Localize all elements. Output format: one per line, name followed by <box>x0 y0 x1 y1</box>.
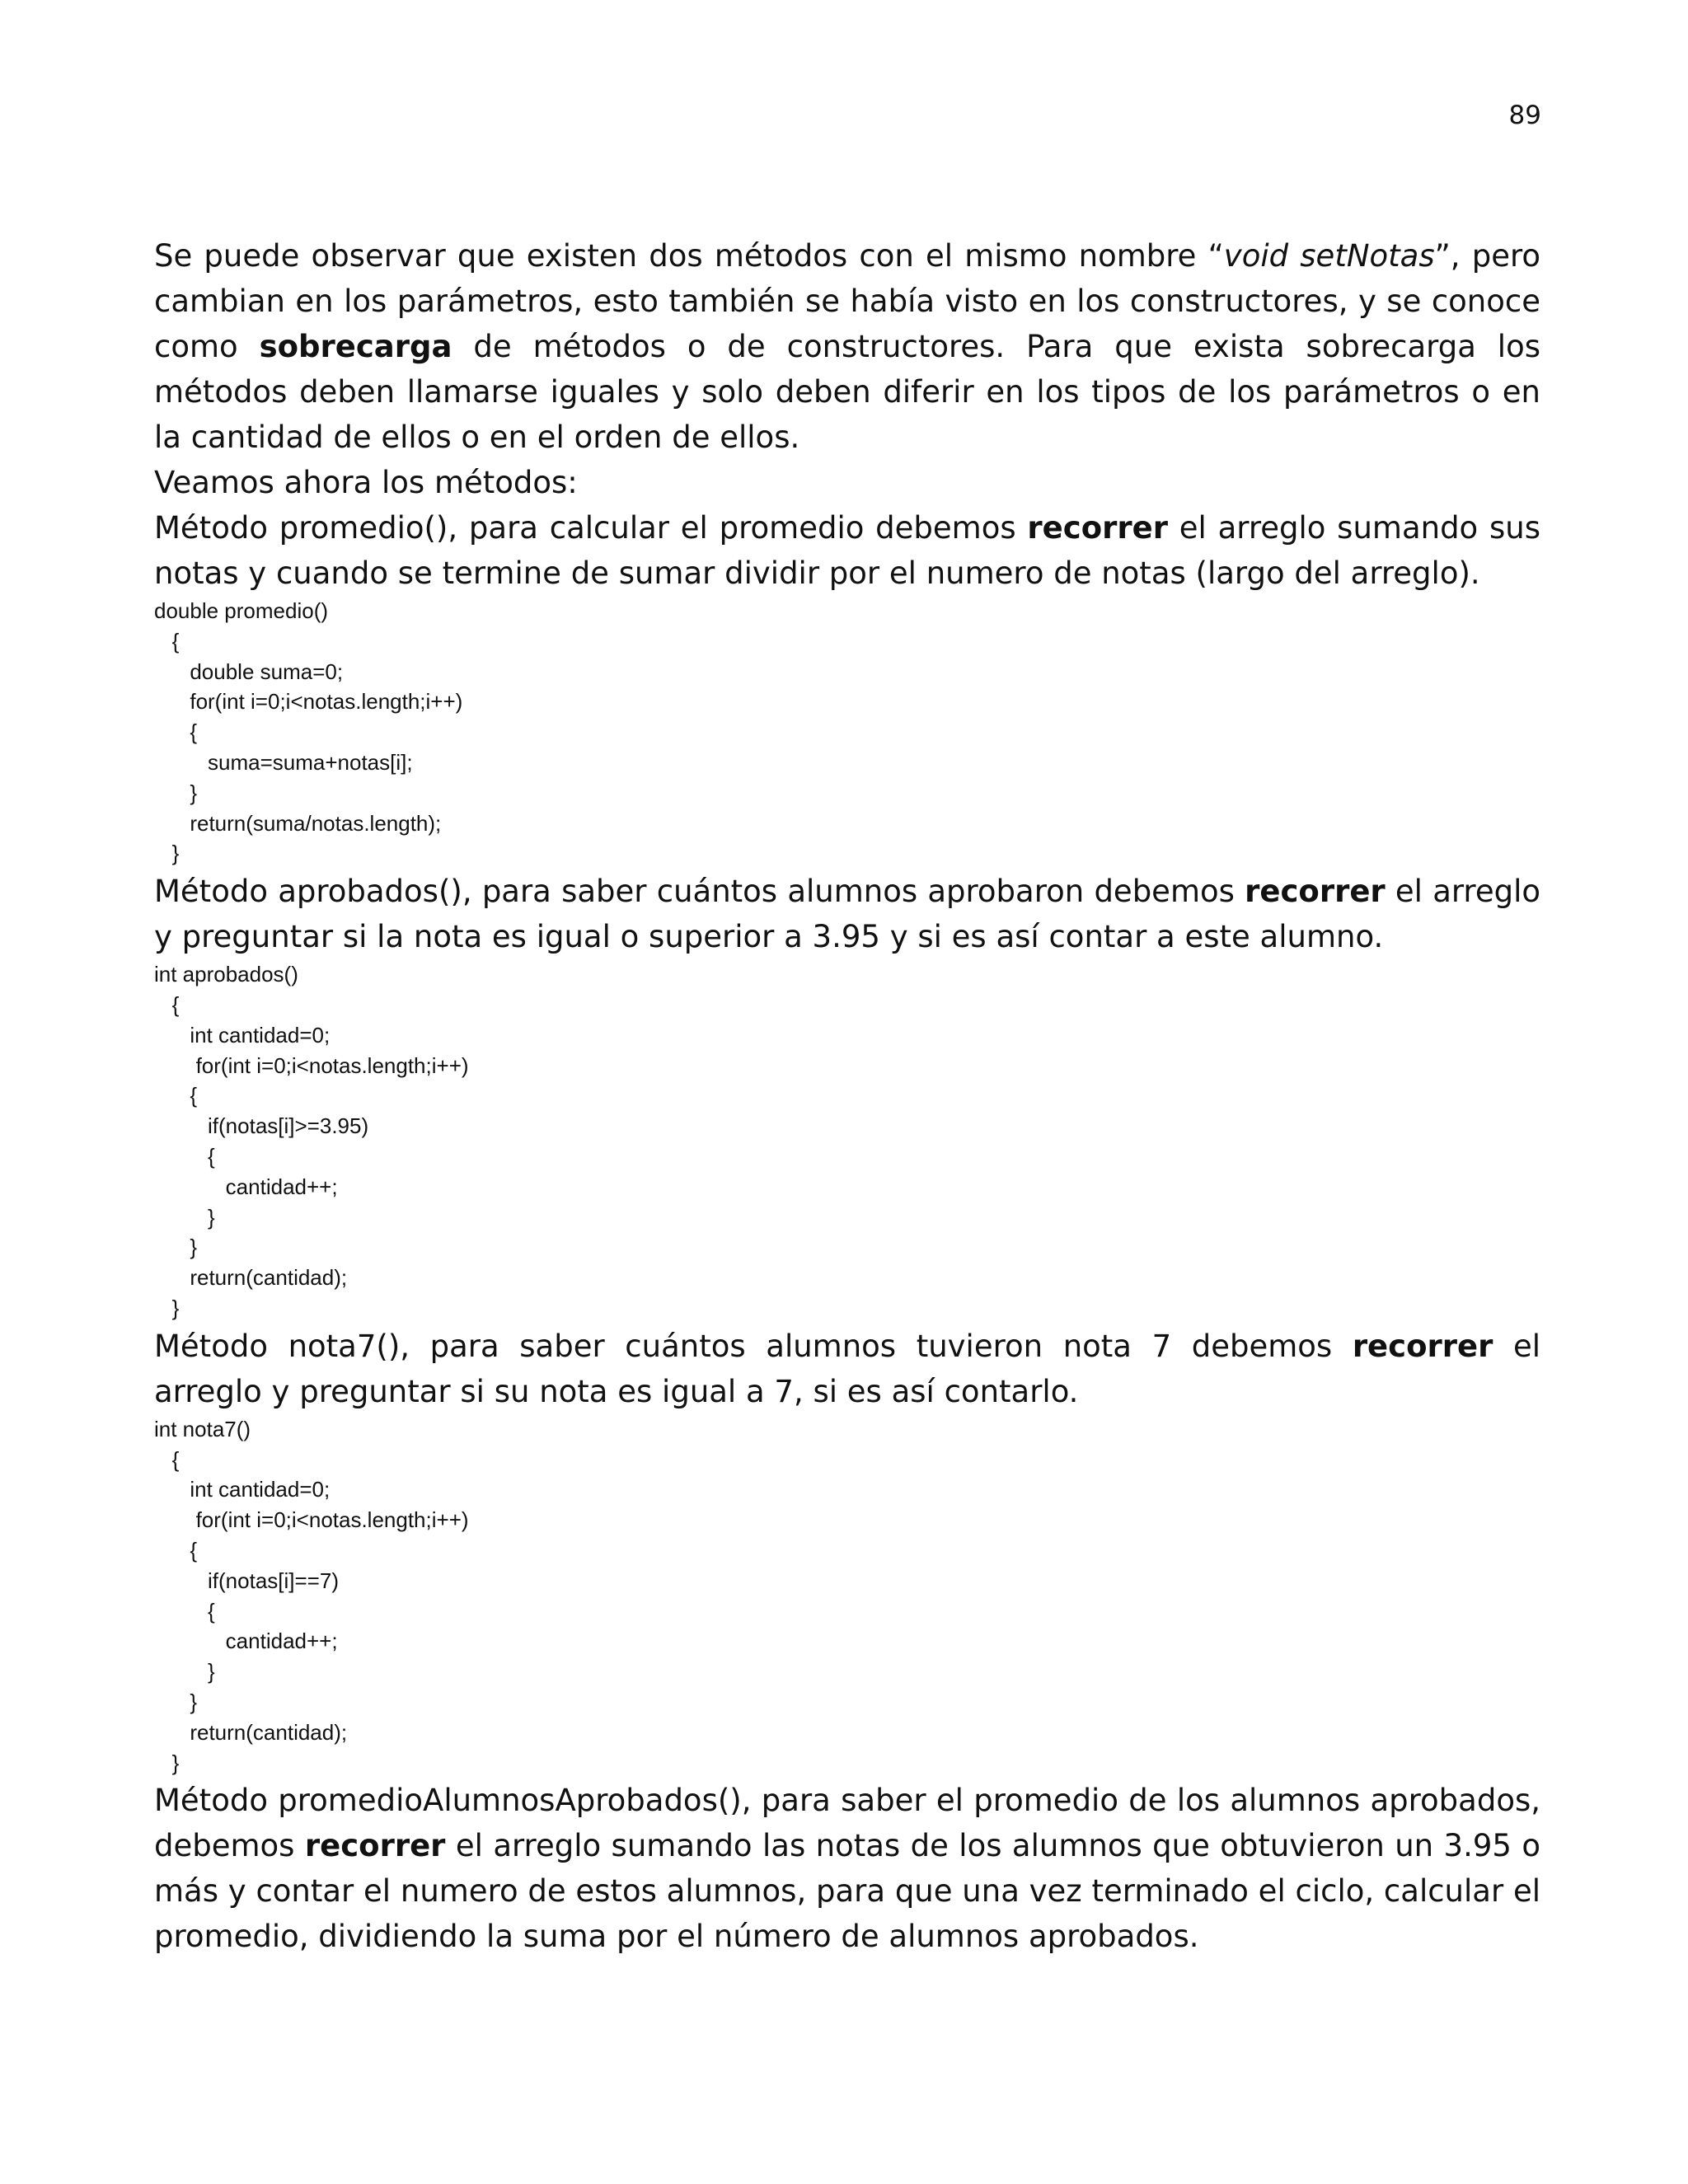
paragraph-promedio <box>154 505 1540 596</box>
bold-term-recorrer: recorrer <box>1352 1328 1493 1364</box>
text-run: Método promedioAlumnosAprobados(), para saber el promedio de los alumnos aprobados, debemos <box>154 1783 1540 1864</box>
code-line: cantidad++; <box>154 1629 338 1654</box>
paragraph-intro-methods: Veamos ahora los métodos: <box>154 465 578 500</box>
code-line: if(notas[i]>=3.95) <box>154 1113 369 1139</box>
code-line: int nota7() <box>154 1416 251 1441</box>
text-run: el arreglo y preguntar si la nota es igual o superior a 3.95 y si es así contar a este alumno. <box>154 874 1540 955</box>
bold-term-sobrecarga: sobrecarga <box>259 329 452 364</box>
code-line: for(int i=0;i<notas.length;i++) <box>154 689 463 715</box>
code-line: return(cantidad); <box>154 1265 348 1291</box>
page-content <box>154 233 1540 1959</box>
code-line: } <box>154 1750 180 1775</box>
bold-term-recorrer: recorrer <box>1027 510 1168 546</box>
paragraph-promedio-aprobados <box>154 1778 1540 1959</box>
code-line: int aprobados() <box>154 962 298 987</box>
code-line: { <box>154 1083 198 1108</box>
code-line: for(int i=0;i<notas.length;i++) <box>154 1052 469 1078</box>
code-line: } <box>154 1689 198 1714</box>
code-line: { <box>154 1446 180 1472</box>
code-line: if(notas[i]==7) <box>154 1568 339 1593</box>
code-line: } <box>154 1295 180 1320</box>
text-run: el arreglo y preguntar si su nota es igual a 7, si es así contarlo. <box>154 1328 1541 1409</box>
text-run: el arreglo sumando las notas de los alumnos que obtuvieron un 3.95 o más y contar el numero de estos alumnos, para que una vez terminado el ciclo, calcular el promedio, dividiendo la suma por el número de alumnos aprobados. <box>154 1828 1540 1955</box>
text-run: de métodos o de constructores. Para que exista sobrecarga los métodos deben llamarse iguales y solo deben diferir en los tipos de los parámetros o en la cantidad de ellos o en el orden de ellos. <box>154 329 1540 455</box>
code-line: return(cantidad); <box>154 1719 348 1745</box>
paragraph-overload-explanation <box>154 233 1540 460</box>
code-line: } <box>154 1204 215 1230</box>
code-block-aprobados <box>154 959 1540 1324</box>
code-line: { <box>154 1537 198 1563</box>
code-block-nota7 <box>154 1414 1540 1779</box>
code-line: } <box>154 1659 215 1685</box>
code-line: { <box>154 991 180 1017</box>
bold-term-recorrer: recorrer <box>304 1828 446 1864</box>
code-block-promedio <box>154 596 1540 869</box>
code-line: suma=suma+notas[i]; <box>154 749 413 775</box>
code-line: return(suma/notas.length); <box>154 810 442 836</box>
paragraph-nota7 <box>154 1324 1540 1414</box>
code-line: int cantidad=0; <box>154 1022 331 1047</box>
code-line: { <box>154 1598 215 1624</box>
text-run: Método aprobados(), para saber cuántos alumnos aprobaron debemos <box>154 874 1245 910</box>
code-line: int cantidad=0; <box>154 1477 331 1502</box>
text-run: ”, pero cambian en los parámetros, esto también se había visto en los constructores, y se conoce como <box>154 238 1541 364</box>
code-line: } <box>154 1235 198 1260</box>
code-line: for(int i=0;i<notas.length;i++) <box>154 1507 469 1533</box>
text-run: el arreglo sumando sus notas y cuando se termine de sumar dividir por el numero de notas (largo del arreglo). <box>154 510 1540 591</box>
code-line: { <box>154 719 198 745</box>
code-line: } <box>154 780 198 805</box>
code-line: { <box>154 1143 215 1169</box>
code-line: { <box>154 628 180 654</box>
code-line: } <box>154 841 180 866</box>
code-line: double promedio() <box>154 598 329 623</box>
text-run: Se puede observar que existen dos métodos con el mismo nombre “ <box>154 238 1224 274</box>
italic-method-name: void setNotas <box>1223 238 1435 274</box>
text-run: Método nota7(), para saber cuántos alumnos tuvieron nota 7 debemos <box>154 1328 1353 1364</box>
page-number: 89 <box>1508 101 1541 130</box>
paragraph-aprobados <box>154 869 1540 959</box>
text-run: Método promedio(), para calcular el promedio debemos <box>154 510 1028 546</box>
bold-term-recorrer: recorrer <box>1245 874 1386 910</box>
code-line: cantidad++; <box>154 1174 338 1199</box>
code-line: double suma=0; <box>154 658 344 684</box>
